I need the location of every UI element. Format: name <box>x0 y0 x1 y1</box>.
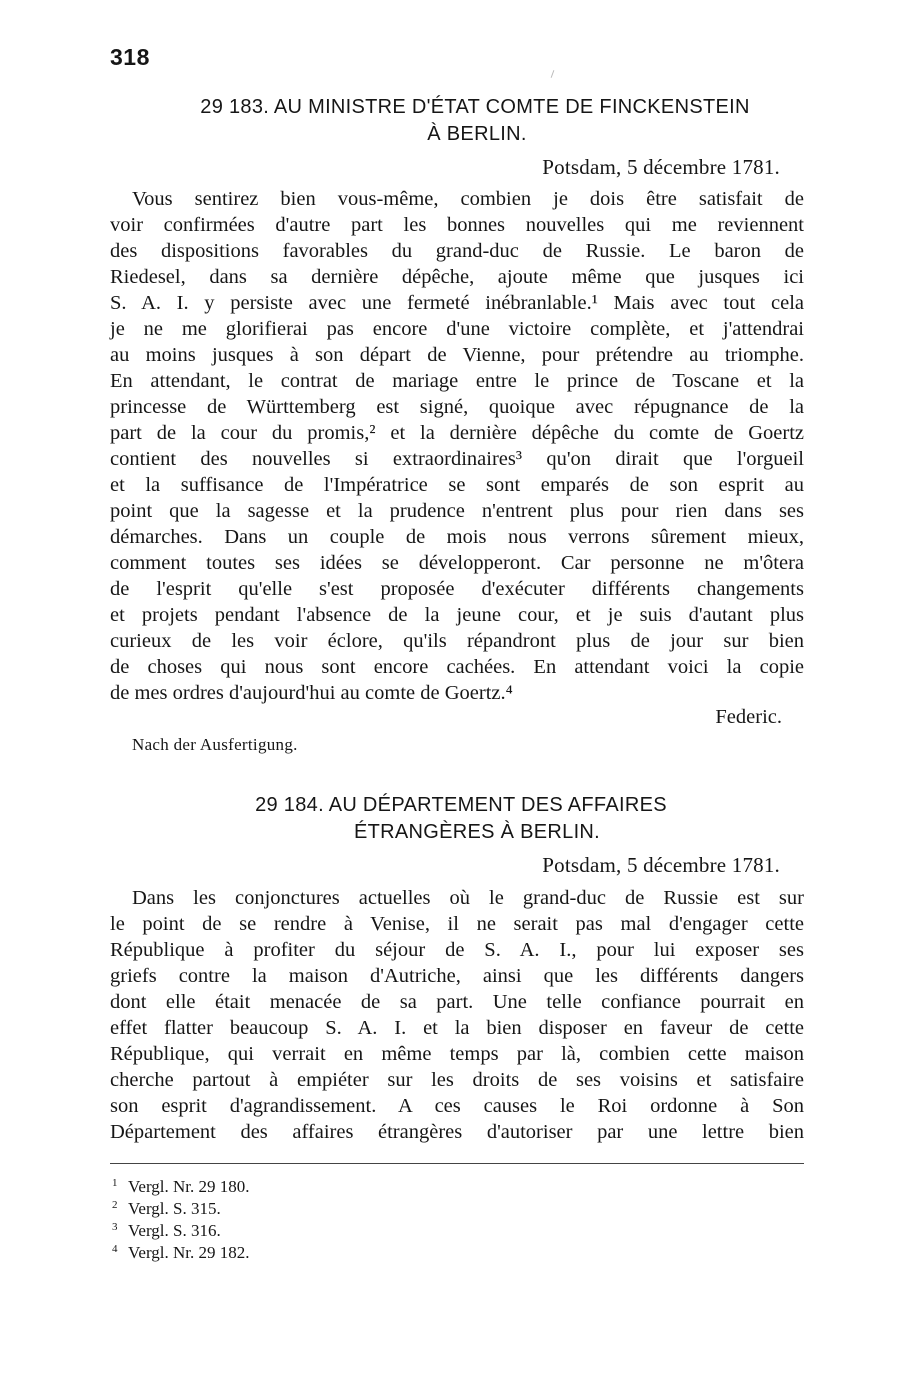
letter-1-body-line: point que la sagesse et la prudence n'entrent plus pour rien dans ses <box>110 500 804 522</box>
letter-2-title-line-1: 29 184. AU DÉPARTEMENT DES AFFAIRES <box>255 794 667 816</box>
letter-1-body-line: démarches. Dans un couple de mois nous verrons sûrement mieux, <box>110 526 804 548</box>
letter-1-body-line: S. A. I. y persiste avec une fermeté inébranlable.¹ Mais avec tout cela <box>110 292 804 314</box>
letter-1-title <box>110 94 804 148</box>
letter-2-body-line: cherche partout à empiéter sur les droits de ses voisins et satisfaire <box>110 1069 804 1091</box>
letter-1-body-line: au moins jusques à son départ de Vienne, pour prétendre au triomphe. <box>110 344 804 366</box>
letter-2-body-line: Département des affaires étrangères d'autoriser par une lettre bien <box>110 1121 804 1143</box>
letter-2-body-line: République, qui verrait en même temps par là, combien cette maison <box>110 1043 804 1065</box>
footnote <box>112 1238 250 1264</box>
letter-1-body-line: voir confirmées d'autre part les bonnes nouvelles qui me reviennent <box>110 214 804 236</box>
letter-1-body-line: de mes ordres d'aujourd'hui au comte de Goertz.⁴ <box>110 682 513 704</box>
letter-2-body-line: dont elle était menacée de sa part. Une telle confiance pourrait en <box>110 991 804 1013</box>
letter-1-body-line: comment toutes ses idées se développeront. Car personne ne m'ôtera <box>110 552 804 574</box>
letter-2-dateline: Potsdam, 5 décembre 1781. <box>542 853 780 877</box>
footnote-text: Vergl. S. 315. <box>128 1199 221 1218</box>
letter-2-body-line: effet flatter beaucoup S. A. I. et la bien disposer en faveur de cette <box>110 1017 804 1039</box>
letter-1-body-line: et la suffisance de l'Impératrice se sont emparés de son esprit au <box>110 474 804 496</box>
letter-2-body-line: Dans les conjonctures actuelles où le grand-duc de Russie est sur <box>132 887 804 909</box>
footnote-divider <box>110 1163 804 1164</box>
letter-1-body-line: Riedesel, dans sa dernière dépêche, ajoute même que jusques ici <box>110 266 804 288</box>
letter-1-source-note: Nach der Ausfertigung. <box>132 735 298 754</box>
footnote-number: 1 <box>112 1177 118 1189</box>
letter-1-body-line: contient des nouvelles si extraordinaires³ qu'on dirait que l'orgueil <box>110 448 804 470</box>
letter-2-body-line: son esprit d'agrandissement. A ces causes le Roi ordonne à Son <box>110 1095 804 1117</box>
letter-1-body-line: de l'esprit qu'elle s'est proposée d'exécuter différents changements <box>110 578 804 600</box>
footnote-number: 3 <box>112 1221 118 1233</box>
letter-2-title <box>110 792 804 846</box>
footnote-number: 4 <box>112 1243 118 1255</box>
letter-2-body-line: le point de se rendre à Venise, il ne serait pas mal d'engager cette <box>110 913 804 935</box>
page-number: 318 <box>110 44 150 70</box>
letter-1-title-line-2: À BERLIN. <box>427 123 527 145</box>
letter-2-title-line-2: ÉTRANGÈRES À BERLIN. <box>353 821 601 843</box>
letter-1-body-line: part de la cour du promis,² et la dernière dépêche du comte de Goertz <box>110 422 804 444</box>
letter-1-body-line: curieux de les voir éclore, qu'ils répandront plus de jour sur bien <box>110 630 804 652</box>
footnote-text: Vergl. S. 316. <box>128 1221 221 1240</box>
letter-1-body-line: Vous sentirez bien vous-même, combien je dois être satisfait de <box>132 188 804 210</box>
letter-2-body-line: République à profiter du séjour de S. A. I., pour lui exposer ses <box>110 939 804 961</box>
letter-1-body-line: de choses qui nous sont encore cachées. En attendant voici la copie <box>110 656 804 678</box>
letter-1-title-line-1: 29 183. AU MINISTRE D'ÉTAT COMTE DE FINCKENSTEIN <box>200 96 750 118</box>
scan-speck <box>551 70 555 78</box>
footnote-text: Vergl. Nr. 29 182. <box>128 1243 250 1262</box>
letter-1-body-line: je ne me glorifierai pas encore d'une victoire complète, et j'attendrai <box>110 318 804 340</box>
letter-1-body-line: des dispositions favorables du grand-duc de Russie. Le baron de <box>110 240 804 262</box>
letter-1-body-line: princesse de Württemberg est signé, quoique avec répugnance de la <box>110 396 804 418</box>
letter-1-dateline: Potsdam, 5 décembre 1781. <box>542 155 780 179</box>
letter-1-body-line: et projets pendant l'absence de la jeune cour, et je suis d'autant plus <box>110 604 804 626</box>
letter-2-body-line: griefs contre la maison d'Autriche, ainsi que les différents dangers <box>110 965 804 987</box>
letter-1-signature: Federic. <box>715 706 782 728</box>
footnote-text: Vergl. Nr. 29 180. <box>128 1177 250 1196</box>
footnote-number: 2 <box>112 1199 118 1211</box>
letter-1-body-line: En attendant, le contrat de mariage entre le prince de Toscane et la <box>110 370 804 392</box>
